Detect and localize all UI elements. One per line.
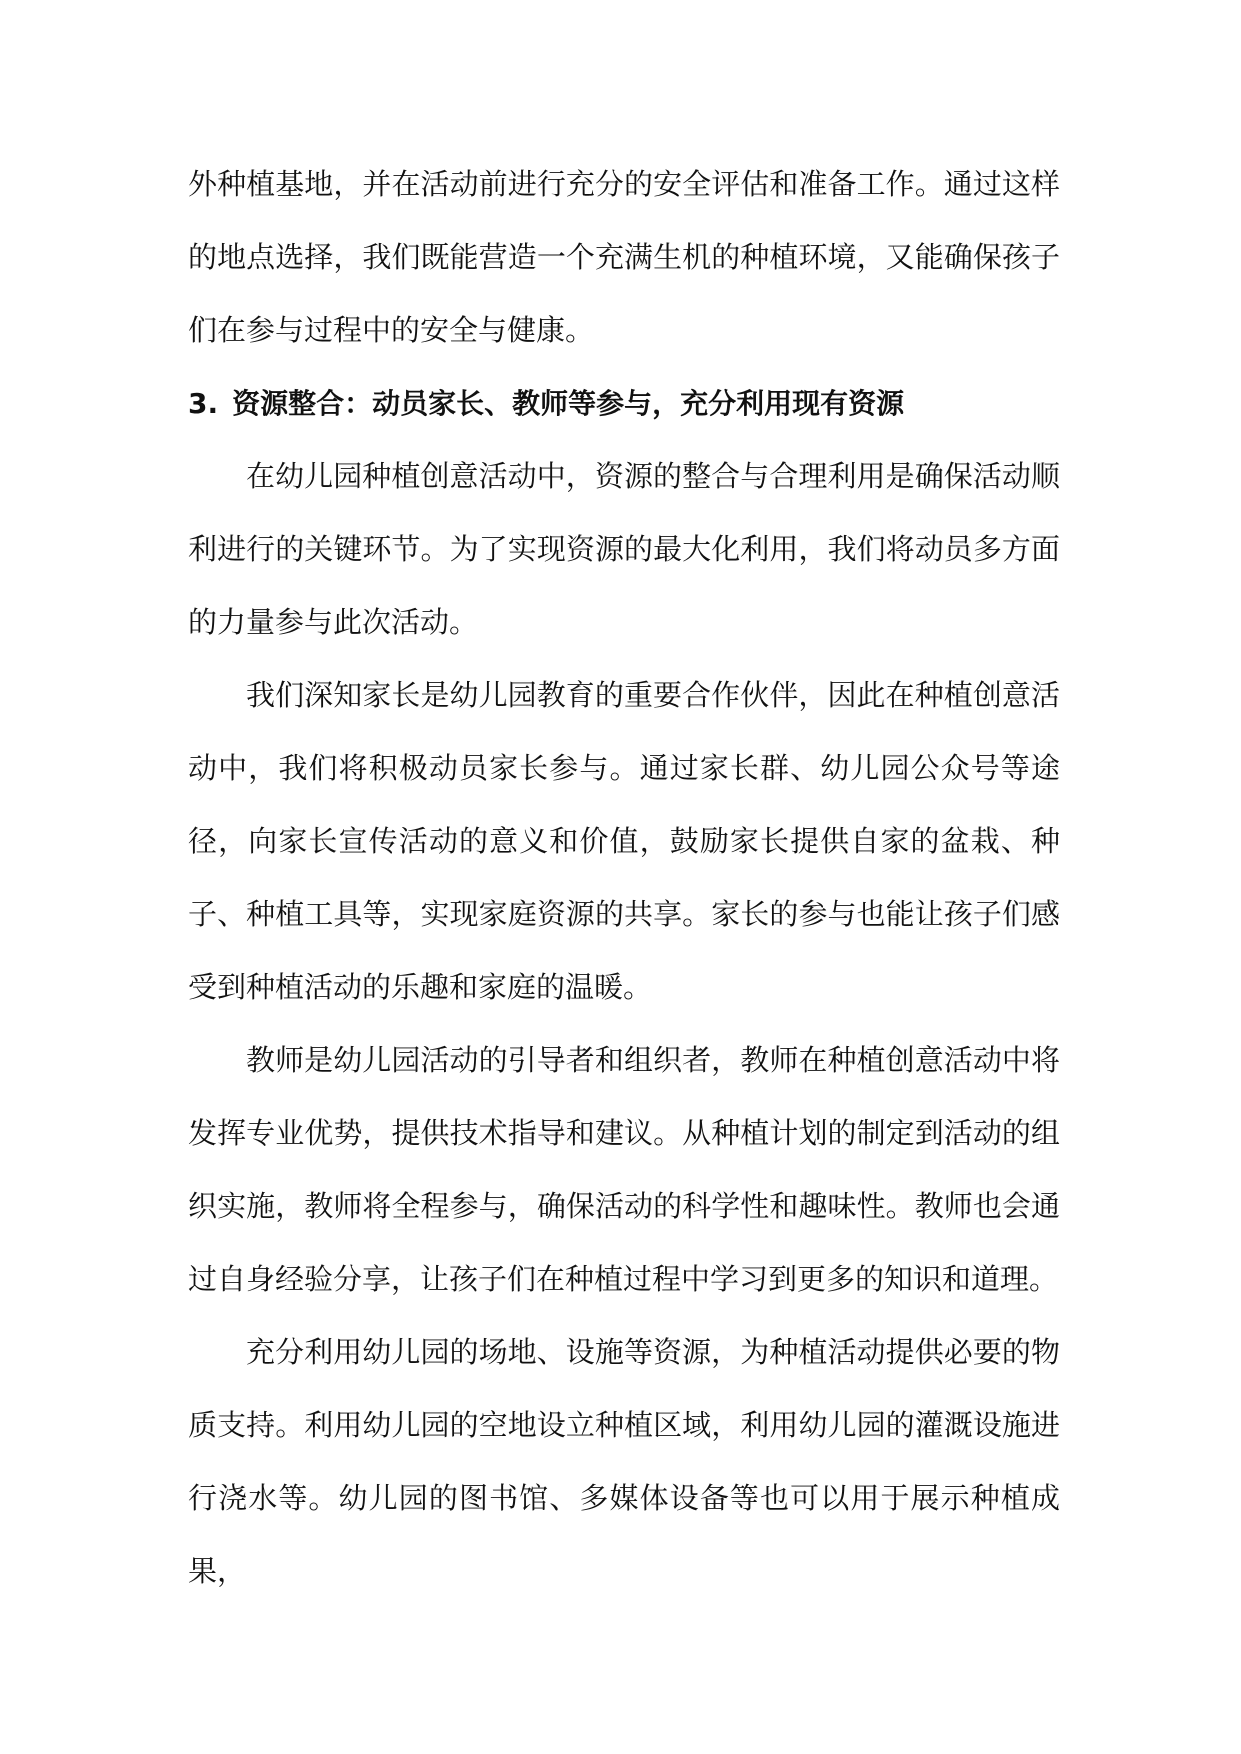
section-number: 3. [188, 387, 219, 420]
paragraph-parents: 我们深知家长是幼儿园教育的重要合作伙伴，因此在种植创意活动中，我们将积极动员家长参与。通过家长群、幼儿园公众号等途径，向家长宣传活动的意义和价值，鼓励家长提供自家的盆栽、种子、种植工具等，实现家庭资源的共享。家长的参与也能让孩子们感受到种植活动的乐趣和家庭的温暖。 [188, 678, 1060, 1004]
section-title: 资源整合：动员家长、教师等参与，充分利用现有资源 [232, 387, 905, 420]
paragraph-resource-integration: 在幼儿园种植创意活动中，资源的整合与合理利用是确保活动顺利进行的关键环节。为了实现资源的最大化利用，我们将动员多方面的力量参与此次活动。 [188, 459, 1060, 639]
intro-paragraph: 外种植基地，并在活动前进行充分的安全评估和准备工作。通过这样的地点选择，我们既能营造一个充满生机的种植环境，又能确保孩子们在参与过程中的安全与健康。 [188, 167, 1060, 347]
document-body [188, 148, 1060, 1608]
section-heading [188, 367, 1060, 440]
paragraph-facilities: 充分利用幼儿园的场地、设施等资源，为种植活动提供必要的物质支持。利用幼儿园的空地设立种植区域，利用幼儿园的灌溉设施进行浇水等。幼儿园的图书馆、多媒体设备等也可以用于展示种植成果， [188, 1335, 1060, 1588]
paragraph-teachers: 教师是幼儿园活动的引导者和组织者，教师在种植创意活动中将发挥专业优势，提供技术指导和建议。从种植计划的制定到活动的组织实施，教师将全程参与，确保活动的科学性和趣味性。教师也会通过自身经验分享，让孩子们在种植过程中学习到更多的知识和道理。 [188, 1043, 1060, 1296]
